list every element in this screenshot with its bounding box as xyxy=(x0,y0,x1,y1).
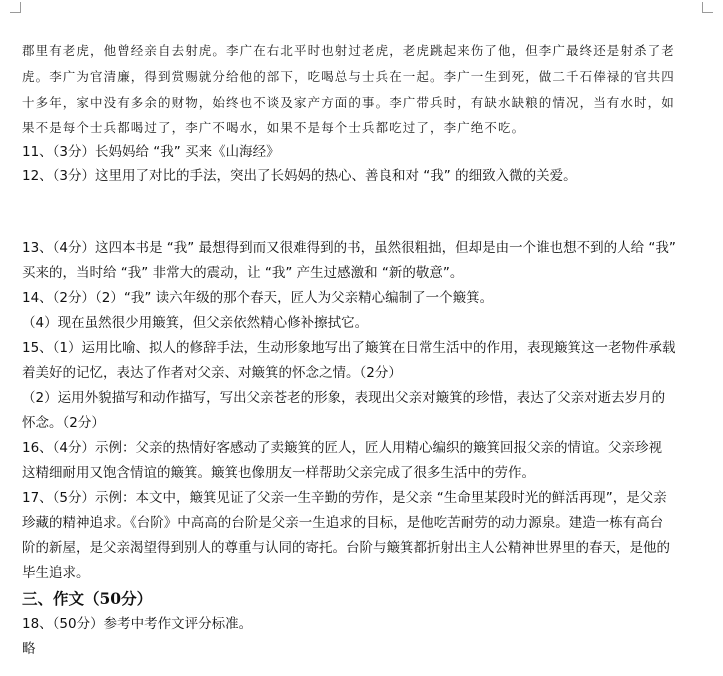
answer-line: （2）运用外貌描写和动作描写，写出父亲苍老的形象，表现出父亲对簸箕的珍惜，表达了父亲对逝去岁月的 xyxy=(22,390,666,406)
answer-line: 16、（4分）示例：父亲的热情好客感动了卖簸箕的匠人，匠人用精心编织的簸箕回报父亲的情谊。父亲珍视 xyxy=(22,440,663,456)
answer-18-body: 略 xyxy=(22,641,36,657)
passage-translation xyxy=(22,38,702,140)
answer-line: 13、（4分）这四本书是 “我” 最想得到而又很难得到的书，虽然很粗拙，但却是由一个谁也想不到的人给 “我” xyxy=(22,240,676,256)
answer-15 xyxy=(22,336,702,436)
answer-13 xyxy=(22,236,702,286)
answer-line: 着美好的记忆，表达了作者对父亲、对簸箕的怀念之情。（2分） xyxy=(22,365,402,381)
page-corner-mark-right xyxy=(702,2,713,13)
answer-line: 这精细耐用又饱含情谊的簸箕。簸箕也像朋友一样帮助父亲完成了很多生活中的劳作。 xyxy=(22,465,535,481)
answer-line: 15、（1）运用比喻、拟人的修辞手法，生动形象地写出了簸箕在日常生活中的作用，表现簸箕这一老物件承载 xyxy=(22,340,676,356)
passage-line: 果不是每个士兵都喝过了，李广不喝水，如果不是每个士兵都吃过了，李广绝不吃。 xyxy=(22,120,526,135)
answer-line: 珍藏的精神追求。《台阶》中高高的台阶是父亲一生追求的目标，是他吃苦耐劳的动力源泉。建造一栋有高台 xyxy=(22,515,664,531)
page-corner-mark-left xyxy=(10,2,21,13)
answer-14 xyxy=(22,286,702,336)
answer-line: （4）现在虽然很少用簸箕，但父亲依然精心修补擦拭它。 xyxy=(22,315,369,331)
document-content xyxy=(22,38,702,662)
answer-line: 阶的新屋，是父亲渴望得到别人的尊重与认同的寄托。台阶与簸箕都折射出主人公精神世界里的春天，是他的 xyxy=(22,540,670,556)
answer-17 xyxy=(22,486,702,586)
passage-line: 郡里有老虎，他曾经亲自去射虎。李广在右北平时也射过老虎，老虎跳起来伤了他，但李广最终还是射杀了老 xyxy=(22,43,675,58)
answer-line: 毕生追求。 xyxy=(22,565,90,581)
answer-18: 18、（50分）参考中考作文评分标准。 xyxy=(22,616,253,632)
passage-line: 虎。李广为官清廉，得到赏赐就分给他的部下，吃喝总与士兵在一起。李广一生到死，做二千石俸禄的官共四 xyxy=(22,69,675,84)
answer-line: 买来的，当时给 “我” 非常大的震动，让 “我” 产生过感激和 “新的敬意”。 xyxy=(22,265,464,281)
answer-line: 17、（5分）示例：本文中，簸箕见证了父亲一生辛勤的劳作，是父亲 “生命里某段时光的鲜活再现”，是父亲 xyxy=(22,490,667,506)
section-heading: 三、作文（50分） xyxy=(22,589,153,608)
answer-line: 14、（2分）（2）“我” 读六年级的那个春天，匠人为父亲精心编制了一个簸箕。 xyxy=(22,290,494,306)
passage-line: 十多年，家中没有多余的财物，始终也不谈及家产方面的事。李广带兵时，有缺水缺粮的情况，当有水时，如 xyxy=(22,95,675,110)
answer-16 xyxy=(22,436,702,486)
answer-11: 11、（3分）长妈妈给 “我” 买来《山海经》 xyxy=(22,144,280,160)
answer-line: 怀念。（2分） xyxy=(22,415,105,431)
answer-12: 12、（3分）这里用了对比的手法，突出了长妈妈的热心、善良和对 “我” 的细致入微的关爱。 xyxy=(22,168,577,184)
blank-space xyxy=(22,188,702,236)
